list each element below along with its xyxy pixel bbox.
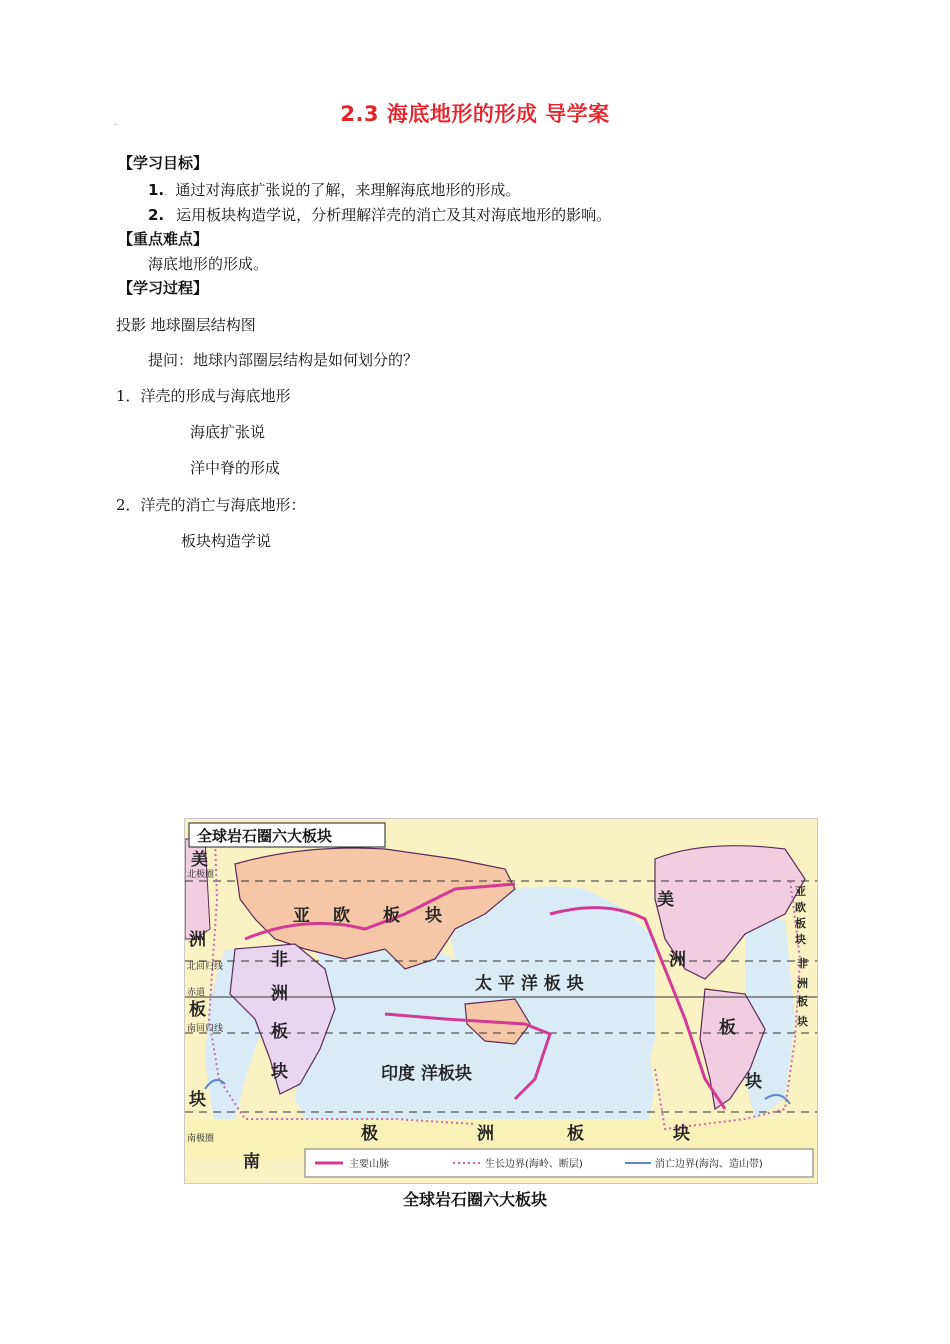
- plate-map-graphic: [185, 819, 817, 1183]
- label-america-1: 美: [657, 890, 674, 910]
- label-eurasia-3: 板: [383, 906, 400, 926]
- label-right-4: 块: [795, 933, 806, 946]
- label-right-7: 板: [797, 995, 808, 1008]
- label-right-5: 非: [797, 957, 808, 970]
- label-africa-4: 块: [271, 1062, 288, 1082]
- goal-1: [148, 179, 520, 200]
- plate-map: [184, 818, 818, 1184]
- item-2-heading: 2．洋壳的消亡与海底地形：: [116, 496, 306, 514]
- legend-subduction: 消亡边界(海沟、造山带): [655, 1159, 763, 1170]
- label-eurasia-2: 欧: [333, 906, 350, 926]
- document-title: 2.3 海底地形的形成 导学案: [340, 102, 610, 126]
- goal-2-text: 运用板块构造学说，分析理解洋壳的消亡及其对海底地形的影响。: [176, 206, 612, 224]
- label-left-5: 南: [243, 1152, 260, 1172]
- lat-label-arctic: 北极圈: [187, 870, 215, 880]
- goal-1-text: 通过对海底扩张说的了解，来理解海底地形的形成。: [175, 181, 521, 199]
- lat-label-cancer: 北回归线: [187, 962, 224, 972]
- label-right-1: 亚: [795, 885, 806, 898]
- goal-1-dot: .: [164, 187, 168, 198]
- goal-1-number: 1.: [148, 181, 165, 199]
- label-right-6: 洲: [797, 977, 808, 990]
- projection-line: 投影 地球圈层结构图: [116, 316, 256, 334]
- item-1-heading: 1．洋壳的形成与海底地形: [116, 387, 291, 405]
- label-indian: 印度 洋板块: [381, 1064, 472, 1084]
- item-2-sub-1: 板块构造学说: [181, 532, 272, 550]
- difficulty-text: 海底地形的形成。: [148, 255, 269, 273]
- label-america-4: 块: [745, 1072, 762, 1092]
- label-africa-2: 洲: [271, 984, 288, 1004]
- goal-2-number: 2.: [148, 206, 165, 224]
- section-heading-goals: 【学习目标】: [118, 154, 209, 172]
- label-antarctic-3: 板: [567, 1124, 584, 1144]
- label-antarctic-1: 极: [361, 1124, 378, 1144]
- label-eurasia-1: 亚: [293, 906, 310, 926]
- lat-label-capricorn: 南回归线: [187, 1024, 224, 1034]
- section-heading-process: 【学习过程】: [118, 279, 209, 297]
- goal-2: [148, 204, 611, 225]
- lat-label-equator: 赤道: [187, 988, 206, 998]
- label-antarctic-2: 洲: [477, 1124, 494, 1144]
- legend-mountains: 主要山脉: [349, 1159, 389, 1170]
- legend-growth: 生长边界(海岭、断层): [485, 1159, 583, 1170]
- item-1-sub-1: 海底扩张说: [190, 423, 266, 441]
- label-eurasia-4: 块: [425, 906, 442, 926]
- label-africa-3: 板: [271, 1022, 288, 1042]
- label-pacific: 太 平 洋 板 块: [475, 974, 584, 994]
- map-inner-title: 全球岩石圈六大板块: [197, 827, 333, 845]
- label-right-8: 块: [797, 1015, 808, 1028]
- lat-label-antarctic: 南极圈: [187, 1134, 215, 1144]
- label-left-4: 块: [189, 1090, 206, 1110]
- item-1-sub-2: 洋中脊的形成: [190, 459, 281, 477]
- label-left-2: 洲: [189, 930, 206, 950]
- section-heading-difficulty: 【重点难点】: [118, 230, 209, 248]
- map-caption: 全球岩石圈六大板块: [402, 1190, 547, 1209]
- label-right-2: 欧: [795, 901, 806, 914]
- label-america-2: 洲: [669, 950, 686, 970]
- label-left-1: 美: [191, 850, 208, 870]
- question-line: 提问：地球内部圈层结构是如何划分的？: [148, 351, 419, 369]
- label-africa-1: 非: [271, 950, 288, 970]
- decorative-dot: .: [114, 118, 117, 128]
- label-antarctic-4: 块: [673, 1124, 690, 1144]
- label-left-3: 板: [189, 1000, 206, 1020]
- label-right-3: 板: [795, 917, 806, 930]
- label-america-3: 板: [719, 1018, 736, 1038]
